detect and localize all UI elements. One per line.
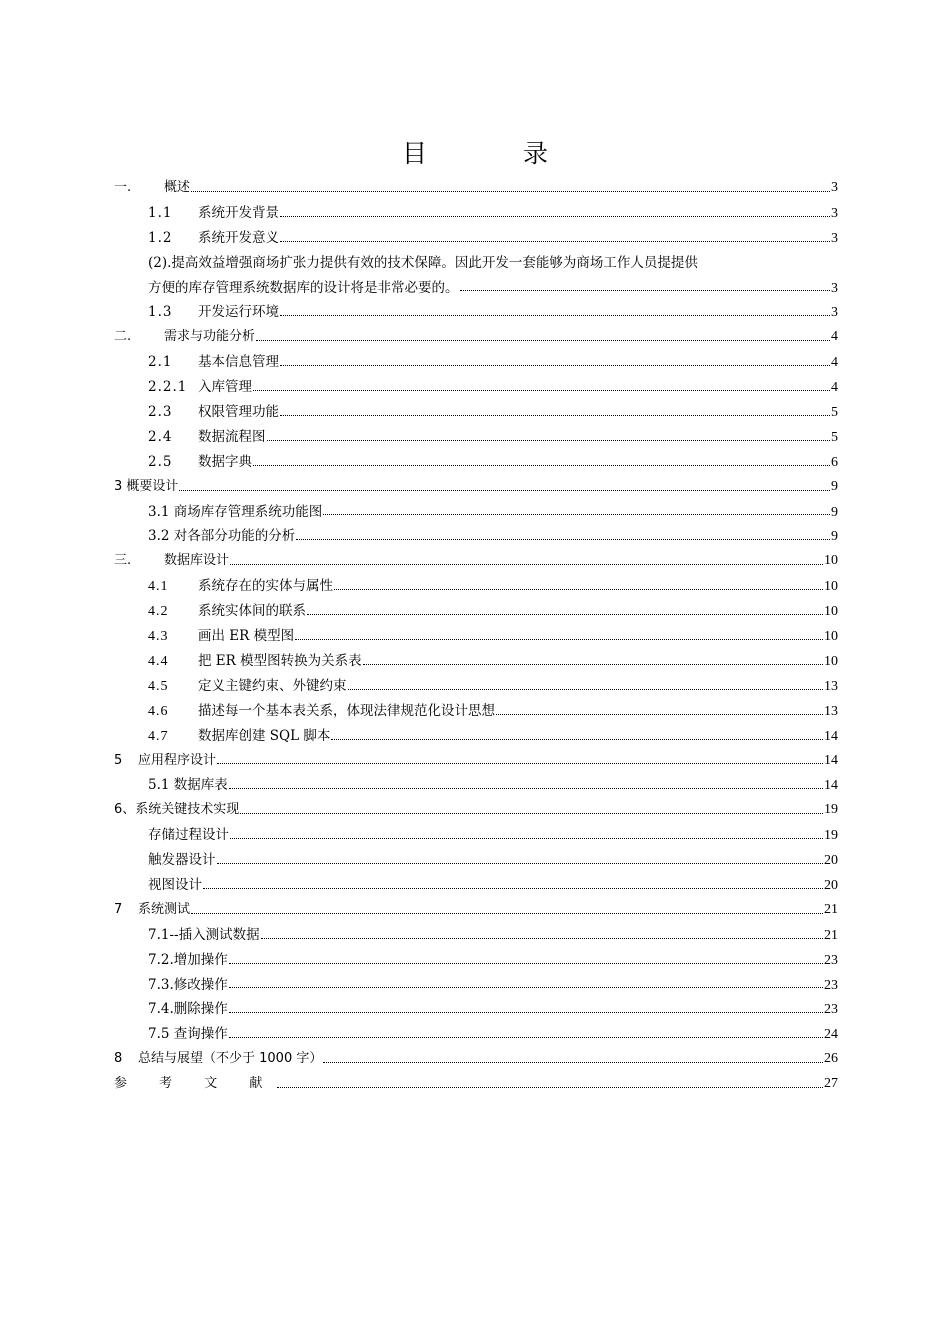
toc-page-number: 13 (824, 678, 838, 694)
toc-entry-title: 权限管理功能 (198, 404, 279, 421)
dot-leader (230, 838, 823, 839)
toc-entry-title: 数据字典 (198, 453, 252, 470)
dot-leader (460, 290, 831, 291)
toc-page-number: 9 (831, 504, 838, 520)
toc-section-number: 4.6 (148, 703, 169, 719)
toc-section-number: 4.2 (148, 604, 169, 620)
toc-entry[interactable] (114, 948, 838, 973)
toc-section-number: 4.4 (148, 653, 169, 669)
toc-page-number: 13 (824, 703, 838, 719)
toc-page-number: 3 (831, 230, 838, 246)
toc-entry-title: 触发器设计 (148, 852, 216, 869)
dot-leader (280, 415, 830, 416)
toc-entry-paragraph[interactable] (114, 251, 838, 301)
toc-entry[interactable] (114, 574, 838, 599)
dot-leader (307, 614, 823, 615)
toc-entry[interactable] (114, 773, 838, 798)
toc-entry[interactable] (114, 176, 838, 201)
toc-section-number: 4.7 (148, 728, 169, 744)
dot-leader (217, 763, 823, 764)
toc-page-number: 10 (824, 604, 838, 620)
toc-page-number: 4 (831, 380, 838, 396)
toc-entry-title: 参 考 文 献 (114, 1076, 277, 1092)
dot-leader (295, 639, 823, 640)
toc-entry[interactable] (114, 848, 838, 873)
toc-page-number: 24 (824, 1027, 838, 1043)
toc-entry[interactable] (114, 201, 838, 226)
toc-page-number: 26 (824, 1051, 838, 1067)
toc-section-number: 2.5 (148, 453, 173, 470)
toc-entry[interactable] (114, 649, 838, 674)
toc-entry-line: (2).提高效益增强商场扩张力提供有效的技术保障。因此开发一套能够为商场工作人员提提供 (148, 254, 698, 271)
toc-section-number: 1.3 (148, 304, 173, 321)
title-char-2: 录 (523, 139, 549, 168)
toc-entry-title: 系统开发背景 (198, 204, 279, 221)
dot-leader (277, 1087, 823, 1088)
toc-page-number: 3 (831, 205, 838, 221)
dot-leader (256, 340, 830, 341)
toc-page-number: 20 (824, 853, 838, 869)
dot-leader (229, 1012, 823, 1013)
toc-page-number: 10 (824, 629, 838, 645)
toc-entry[interactable] (114, 599, 838, 624)
dot-leader (253, 390, 830, 391)
toc-entry-title: 画出 ER 模型图 (198, 628, 295, 645)
dot-leader (229, 987, 823, 988)
dot-leader (253, 465, 830, 466)
toc-entry-title: 系统存在的实体与属性 (198, 578, 333, 595)
toc-page-number: 5 (831, 405, 838, 421)
toc-entry-title: 开发运行环境 (198, 304, 279, 321)
toc-entry-title: 7.2.增加操作 (148, 951, 228, 968)
toc-section-number: 2.1 (148, 354, 173, 371)
toc-page-number: 5 (831, 429, 838, 445)
dot-leader (496, 714, 823, 715)
toc-entry[interactable] (114, 350, 838, 375)
toc-entry-title: 应用程序设计 (138, 752, 217, 768)
dot-leader (230, 564, 823, 565)
toc-entry[interactable] (114, 500, 838, 525)
toc-section-number: 2.4 (148, 428, 173, 445)
title-char-1: 目 (401, 139, 427, 168)
toc-entry[interactable] (114, 798, 838, 823)
toc-section-number: 1.1 (148, 204, 173, 221)
toc-entry[interactable] (114, 823, 838, 848)
dot-leader (191, 191, 830, 192)
toc-page-number: 3 (831, 180, 838, 195)
toc-entry-title: 系统测试 (138, 901, 191, 917)
toc-section-number: 8 (114, 1051, 123, 1067)
toc-entry[interactable] (114, 624, 838, 649)
toc-entry-title: 7.5 查询操作 (148, 1026, 228, 1043)
toc-entry[interactable] (114, 475, 838, 500)
toc-entry-title: 概述 (164, 180, 191, 195)
toc-page-number: 19 (824, 802, 838, 818)
toc-entry-title: 系统开发意义 (198, 229, 279, 246)
toc-section-number: 2.2.1 (148, 379, 188, 396)
dot-leader (323, 514, 830, 515)
toc-entry[interactable] (114, 375, 838, 400)
toc-page-number: 14 (824, 752, 838, 768)
toc-entry-title: 基本信息管理 (198, 354, 279, 371)
toc-entry-title: 7.4.删除操作 (148, 1001, 228, 1018)
toc-entry-title: 数据流程图 (198, 428, 266, 445)
toc-page-number: 20 (824, 877, 838, 893)
toc-page-number: 9 (831, 529, 838, 545)
toc-entry-line: 方便的库存管理系统数据库的设计将是非常必要的。 (148, 279, 459, 296)
toc-entry[interactable] (114, 1022, 838, 1047)
dot-leader (334, 589, 823, 590)
dot-leader (363, 664, 823, 665)
toc-entry[interactable] (114, 923, 838, 948)
toc-section-number: 2.3 (148, 404, 173, 421)
toc-entry-title: 存储过程设计 (148, 827, 229, 844)
toc-page-number: 10 (824, 653, 838, 669)
toc-entry[interactable] (114, 1072, 838, 1097)
dot-leader (229, 1037, 823, 1038)
toc-entry-title: 5.1 数据库表 (148, 777, 228, 794)
toc-section-number: 1.2 (148, 229, 173, 246)
toc-entry[interactable] (114, 425, 838, 450)
toc-page-number: 23 (824, 1002, 838, 1018)
toc-entry[interactable] (114, 997, 838, 1022)
table-of-contents (114, 176, 838, 1097)
toc-page-number: 4 (831, 355, 838, 371)
dot-leader (217, 863, 824, 864)
toc-page-number: 21 (824, 927, 838, 943)
toc-entry[interactable] (114, 325, 838, 350)
dot-leader (296, 539, 830, 540)
toc-entry[interactable] (114, 898, 838, 923)
dot-leader (179, 490, 830, 491)
toc-page-number: 23 (824, 952, 838, 968)
dot-leader (261, 938, 823, 939)
toc-entry[interactable] (114, 300, 838, 325)
toc-page-number: 23 (824, 977, 838, 993)
toc-entry-title: 6、系统关键技术实现 (114, 802, 240, 818)
toc-entry-title: 描述每一个基本表关系，体现法律规范化设计思想 (198, 702, 495, 719)
toc-page-number: 19 (824, 828, 838, 844)
toc-page-number: 10 (824, 553, 838, 569)
toc-entry-title: 视图设计 (148, 876, 202, 893)
toc-entry[interactable] (114, 749, 838, 774)
toc-entry-title: 总结与展望（不少于 1000 字） (138, 1051, 323, 1067)
toc-entry[interactable] (114, 724, 838, 749)
toc-entry-title: 把 ER 模型图转换为关系表 (198, 652, 362, 669)
dot-leader (323, 1062, 823, 1063)
toc-entry-title: 数据库创建 SQL 脚本 (198, 727, 331, 744)
toc-entry-title: 定义主键约束、外键约束 (198, 677, 347, 694)
toc-entry-title: 需求与功能分析 (164, 329, 256, 345)
toc-entry-title: 7.3.修改操作 (148, 976, 228, 993)
toc-page-number: 21 (824, 901, 838, 917)
toc-page-number: 14 (824, 728, 838, 744)
toc-section-number: 4.5 (148, 678, 169, 694)
page-title (0, 134, 950, 170)
toc-entry[interactable] (114, 674, 838, 699)
dot-leader (280, 241, 830, 242)
dot-leader (331, 739, 823, 740)
toc-entry-title: 3.2 对各部分功能的分析 (148, 528, 296, 545)
toc-entry[interactable] (114, 400, 838, 425)
dot-leader (348, 689, 824, 690)
toc-page-number: 4 (831, 329, 838, 345)
dot-leader (229, 788, 823, 789)
toc-entry[interactable] (114, 699, 838, 724)
toc-entry-title: 数据库设计 (164, 553, 230, 569)
dot-leader (267, 440, 831, 441)
toc-page-number: 6 (831, 454, 838, 470)
toc-page-number: 3 (831, 305, 838, 321)
toc-section-number: 二. (114, 329, 132, 345)
toc-section-number: 7 (114, 901, 123, 917)
toc-entry[interactable] (114, 1047, 838, 1072)
dot-leader (191, 913, 823, 914)
toc-entry[interactable] (114, 524, 838, 549)
toc-entry[interactable] (114, 973, 838, 998)
dot-leader (280, 216, 830, 217)
toc-entry-title: 系统实体间的联系 (198, 603, 306, 620)
dot-leader (240, 813, 823, 814)
toc-entry-title: 3.1 商场库存管理系统功能图 (148, 503, 323, 520)
toc-section-number: 4.3 (148, 629, 169, 645)
toc-page-number: 10 (824, 579, 838, 595)
toc-page-number: 3 (831, 280, 838, 296)
toc-entry[interactable] (114, 226, 838, 251)
toc-entry-title: 入库管理 (198, 379, 252, 396)
toc-entry[interactable] (114, 549, 838, 574)
toc-page-number: 27 (824, 1076, 838, 1092)
toc-entry-title: 3 概要设计 (114, 478, 179, 494)
dot-leader (280, 365, 830, 366)
dot-leader (203, 888, 823, 889)
dot-leader (280, 315, 830, 316)
toc-section-number: 4.1 (148, 579, 169, 595)
toc-section-number: 三. (114, 553, 132, 569)
dot-leader (229, 963, 823, 964)
toc-page-number: 14 (824, 778, 838, 794)
toc-page-number: 9 (831, 478, 838, 494)
toc-section-number: 5 (114, 752, 123, 768)
toc-entry-title: 7.1--插入测试数据 (148, 926, 260, 943)
toc-section-number: 一. (114, 180, 132, 195)
toc-entry[interactable] (114, 873, 838, 898)
toc-entry[interactable] (114, 450, 838, 475)
